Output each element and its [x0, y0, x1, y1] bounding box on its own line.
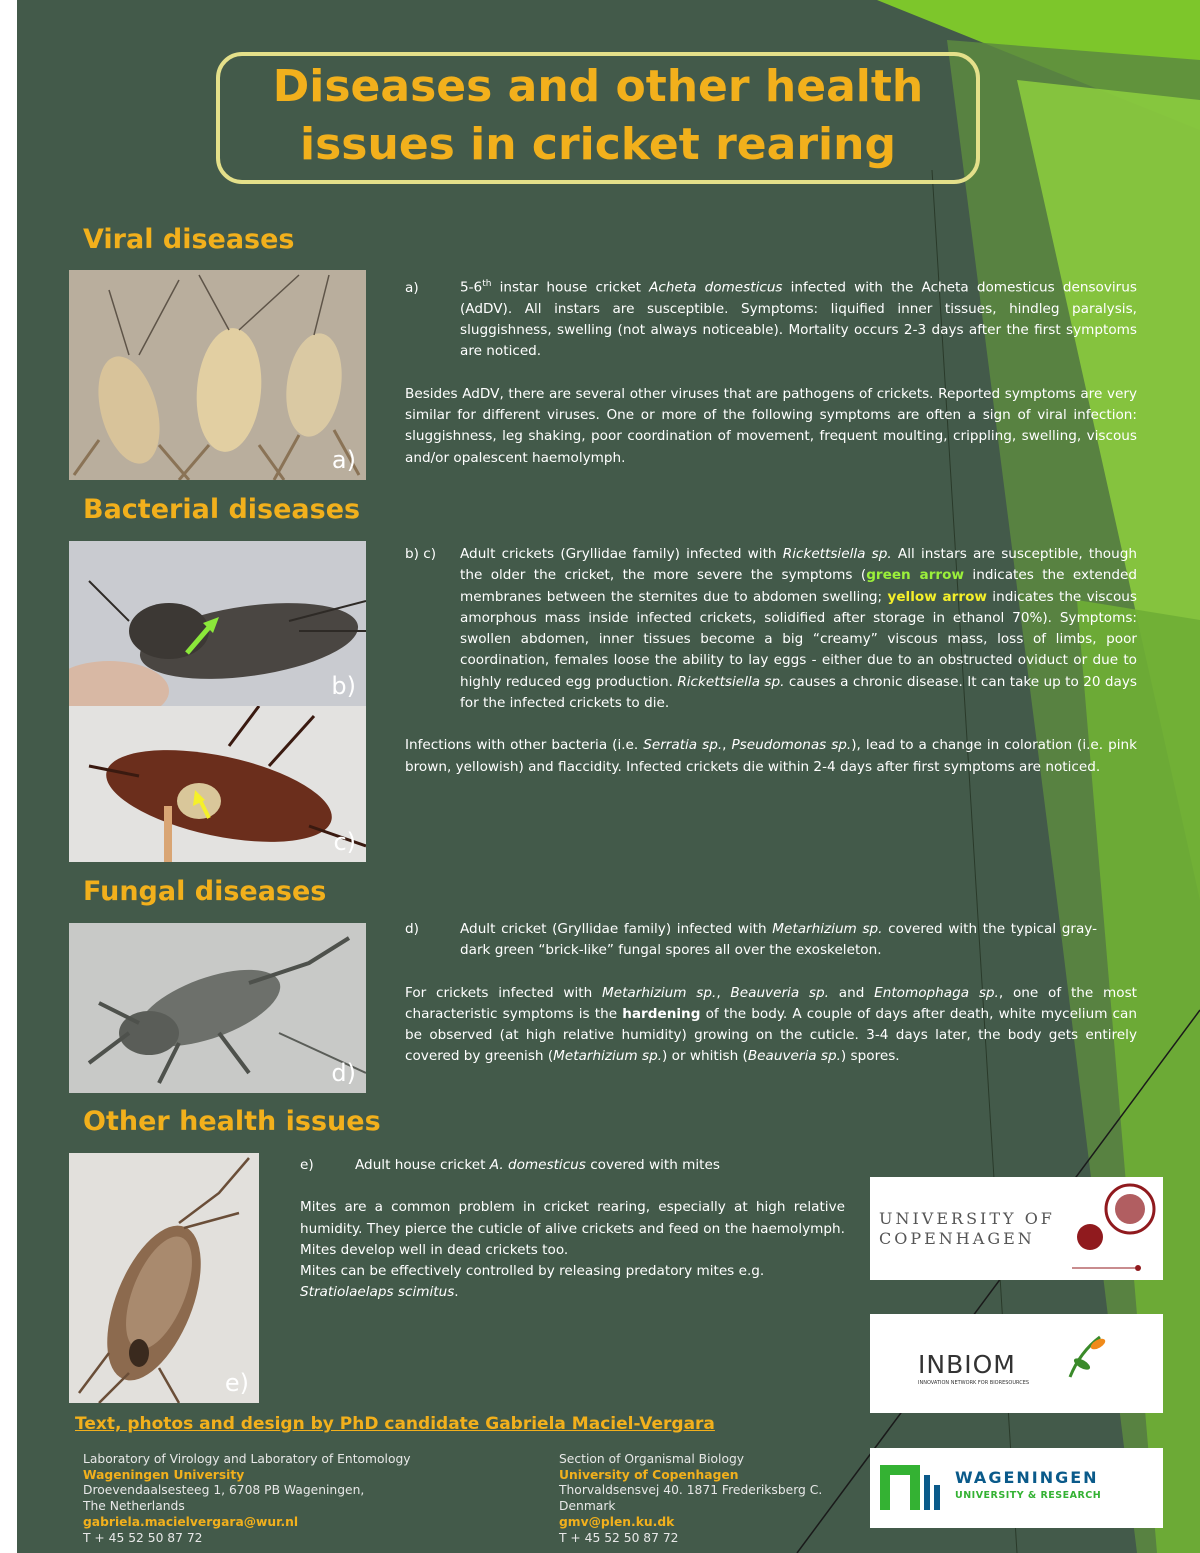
viral-item-lead: 5-6 [460, 279, 483, 296]
photo-d-label: d) [331, 1059, 356, 1087]
address-left-dept: Laboratory of Virology and Laboratory of Entomology [83, 1452, 411, 1466]
logo-inbiom [870, 1314, 1163, 1413]
photo-a-label: a) [331, 446, 356, 474]
fungal-para-2 [405, 983, 1137, 1068]
inbiom-leaf-icon [1060, 1332, 1110, 1382]
fungal-p2-species-5: Beauveria sp. [747, 1048, 841, 1065]
ku-line-2: COPENHAGEN [879, 1229, 1035, 1248]
address-left [83, 1452, 411, 1546]
other-para-2: Mites are a common problem in cricket rearing, especially at high relative humidity. They pierce the cuticle of alive crickets and feed on the haemolymph. Mites develop well in dead crickets too. [300, 1199, 845, 1258]
bacterial-p2-species-2: Pseudomonas sp. [731, 737, 852, 754]
photo-b [69, 541, 366, 706]
bacterial-p2-t3: ), lead to a change in coloration (i.e. pink brown, yellowish) and flaccidity. Infected crickets die within 2-4 days after first symptoms are noticed. [405, 737, 1137, 775]
poster [17, 0, 1200, 1553]
photo-c [69, 706, 366, 862]
logo-wageningen [870, 1448, 1163, 1528]
viral-item-label: a) [405, 279, 419, 296]
green-arrow-text: green arrow [866, 567, 965, 584]
viral-para-2: Besides AdDV, there are several other viruses that are pathogens of crickets. Reported symptoms are very similar for different viruses. One or more of the following symptoms are often a sign of viral infection: sluggishness, leg shaking, poor coordination of movement, frequent moulting, crippling, swelling, viscous and/or opalescent haemolymph. [405, 385, 1137, 466]
bacterial-item-label: b) c) [405, 546, 437, 562]
fungal-p2-t5: of the body. A couple of days after death, white mycelium can be observed (at high relative humidity) growing on the cuticle. 3-4 days later, the body gets entirely covered by greenish ( [405, 1005, 1137, 1065]
photo-a-image [69, 270, 366, 480]
address-right-street: Thorvaldsensvej 40. 1871 Frederiksberg C. [559, 1483, 823, 1498]
address-right [559, 1452, 822, 1546]
photo-e [69, 1153, 259, 1403]
address-left-email[interactable]: gabriela.macielvergara@wur.nl [83, 1514, 299, 1529]
address-left-inst: Wageningen University [83, 1467, 245, 1482]
bacterial-t1: Adult crickets (Gryllidae family) infected with [460, 546, 783, 562]
other-p3-t1: Mites can be effectively controlled by releasing predatory mites e.g. [300, 1263, 765, 1280]
photo-b-label: b) [331, 672, 356, 700]
bacterial-p2-t2: , [722, 737, 732, 754]
fungal-p2-t3: and [828, 984, 875, 1001]
photo-c-label: c) [333, 828, 356, 856]
fungal-text [405, 919, 1137, 1068]
other-t2: covered with mites [585, 1157, 720, 1173]
wur-logo-icon [880, 1460, 950, 1520]
ku-logo-text [879, 1209, 1055, 1249]
viral-item-post: infected with the Acheta domesticus densovirus (AdDV). All instars are susceptible. Symptoms: liquified inner tissues, hindleg paralysis, sluggishness, swelling (not always noticeable). Mortality occurs 2-3 days after the first symptoms are noticed. [460, 279, 1137, 360]
viral-item-a [405, 274, 1137, 363]
page-title [216, 58, 980, 174]
address-right-dept: Section of Organismal Biology [559, 1452, 745, 1466]
section-title-viral: Viral diseases [83, 224, 295, 255]
fungal-p2-t1: For crickets infected with [405, 984, 602, 1001]
fungal-p2-species-2: Beauveria sp. [730, 984, 829, 1001]
bacterial-p2-t1: Infections with other bacteria (i.e. [405, 737, 644, 754]
fungal-item-label: d) [405, 921, 419, 937]
address-right-phone: T + 45 52 50 87 72 [559, 1530, 679, 1545]
viral-item-species: Acheta domesticus [649, 279, 783, 296]
other-item-label: e) [300, 1157, 314, 1173]
fungal-p2-bold: hardening [622, 1005, 701, 1022]
viral-item-pre: instar house cricket [491, 279, 650, 296]
title-line-2: issues in cricket rearing [300, 119, 896, 170]
section-title-bacterial: Bacterial diseases [83, 494, 361, 525]
fungal-p2-species-4: Metarhizium sp. [553, 1048, 663, 1065]
other-item-e [300, 1155, 845, 1176]
section-title-other: Other health issues [83, 1106, 381, 1137]
fungal-species-1: Metarhizium sp. [772, 921, 883, 937]
bacterial-t4: indicates the viscous amorphous mass inside infected crickets, solidified after storage in ethanol 70%). Symptoms: swollen abdomen, inner tissues become a big “creamy” viscous mass, loss of limbs, poor coordination, females loose the ability to lay eggs - either due to an obstructed oviduct or due to highly reduced egg production. [460, 588, 1138, 690]
other-p3-t2: . [454, 1284, 459, 1301]
fungal-p2-t6: ) or whitish ( [662, 1048, 748, 1065]
inbiom-logo-subtitle: INNOVATION NETWORK FOR BIORESOURCES [918, 1380, 1030, 1386]
address-left-phone: T + 45 52 50 87 72 [83, 1530, 203, 1545]
fungal-p2-species-1: Metarhizium sp. [602, 984, 717, 1001]
address-right-country: Denmark [559, 1499, 616, 1514]
inbiom-logo-text: INBIOM [918, 1350, 1016, 1379]
title-line-1: Diseases and other health [272, 61, 924, 112]
yellow-arrow-text: yellow arrow [887, 588, 987, 605]
fungal-p2-t2: , [716, 984, 731, 1001]
photo-e-label: e) [224, 1369, 249, 1397]
other-species-1: A. domesticus [489, 1157, 586, 1173]
photo-d [69, 923, 366, 1093]
bacterial-p2-species-1: Serratia sp. [643, 737, 723, 754]
ku-line-1: UNIVERSITY OF [879, 1209, 1055, 1228]
viral-text [405, 274, 1137, 469]
bacterial-text [405, 544, 1137, 778]
address-right-email[interactable]: gmv@plen.ku.dk [559, 1514, 675, 1529]
fungal-item-d [405, 919, 1137, 962]
fungal-p2-species-3: Entomophaga sp. [874, 984, 999, 1001]
other-t1: Adult house cricket [355, 1157, 490, 1173]
ku-seal-icon [1070, 1181, 1160, 1277]
logo-university-of-copenhagen [870, 1177, 1163, 1280]
fungal-t2: covered with the typical gray-dark green “brick-like” fungal spores all over the exoskeleton. [460, 921, 1098, 959]
bacterial-para-2 [405, 735, 1137, 778]
other-text [300, 1155, 845, 1304]
viral-item-sup: th [482, 279, 492, 289]
photo-e-image [69, 1153, 259, 1403]
bacterial-t5: causes a chronic disease. It can take up to 20 days for the infected crickets to die. [460, 673, 1137, 712]
address-left-street: Droevendaalsesteeg 1, 6708 PB Wageningen, [83, 1483, 365, 1498]
other-para-3 [300, 1261, 845, 1304]
other-p3-species: Stratiolaelaps scimitus [300, 1284, 455, 1301]
credit-line: Text, photos and design by PhD candidate Gabriela Maciel-Vergara [75, 1414, 715, 1434]
wur-logo-line-1: WAGENINGEN [955, 1468, 1099, 1487]
fungal-p2-t7: ) spores. [840, 1048, 900, 1065]
section-title-fungal: Fungal diseases [83, 876, 327, 907]
bacterial-t2: All instars are susceptible, though the older the cricket, the more severe the symptoms ( [460, 546, 1137, 584]
photo-b-image [69, 541, 366, 706]
address-right-inst: University of Copenhagen [559, 1467, 739, 1482]
photo-a [69, 270, 366, 480]
bacterial-species-2: Rickettsiella sp. [677, 673, 785, 690]
address-left-country: The Netherlands [83, 1499, 185, 1514]
bacterial-species-1: Rickettsiella sp. [782, 546, 892, 562]
bacterial-item-bc [405, 544, 1137, 714]
fungal-p2-t4: , one of the most characteristic symptoms is the [405, 984, 1137, 1022]
photo-c-image [69, 706, 366, 862]
photo-d-image [69, 923, 366, 1093]
bacterial-t3: indicates the extended membranes between the sternites due to abdomen swelling; [460, 567, 1138, 605]
wur-logo-line-2: UNIVERSITY & RESEARCH [955, 1490, 1102, 1501]
fungal-t1: Adult cricket (Gryllidae family) infected with [460, 921, 773, 937]
